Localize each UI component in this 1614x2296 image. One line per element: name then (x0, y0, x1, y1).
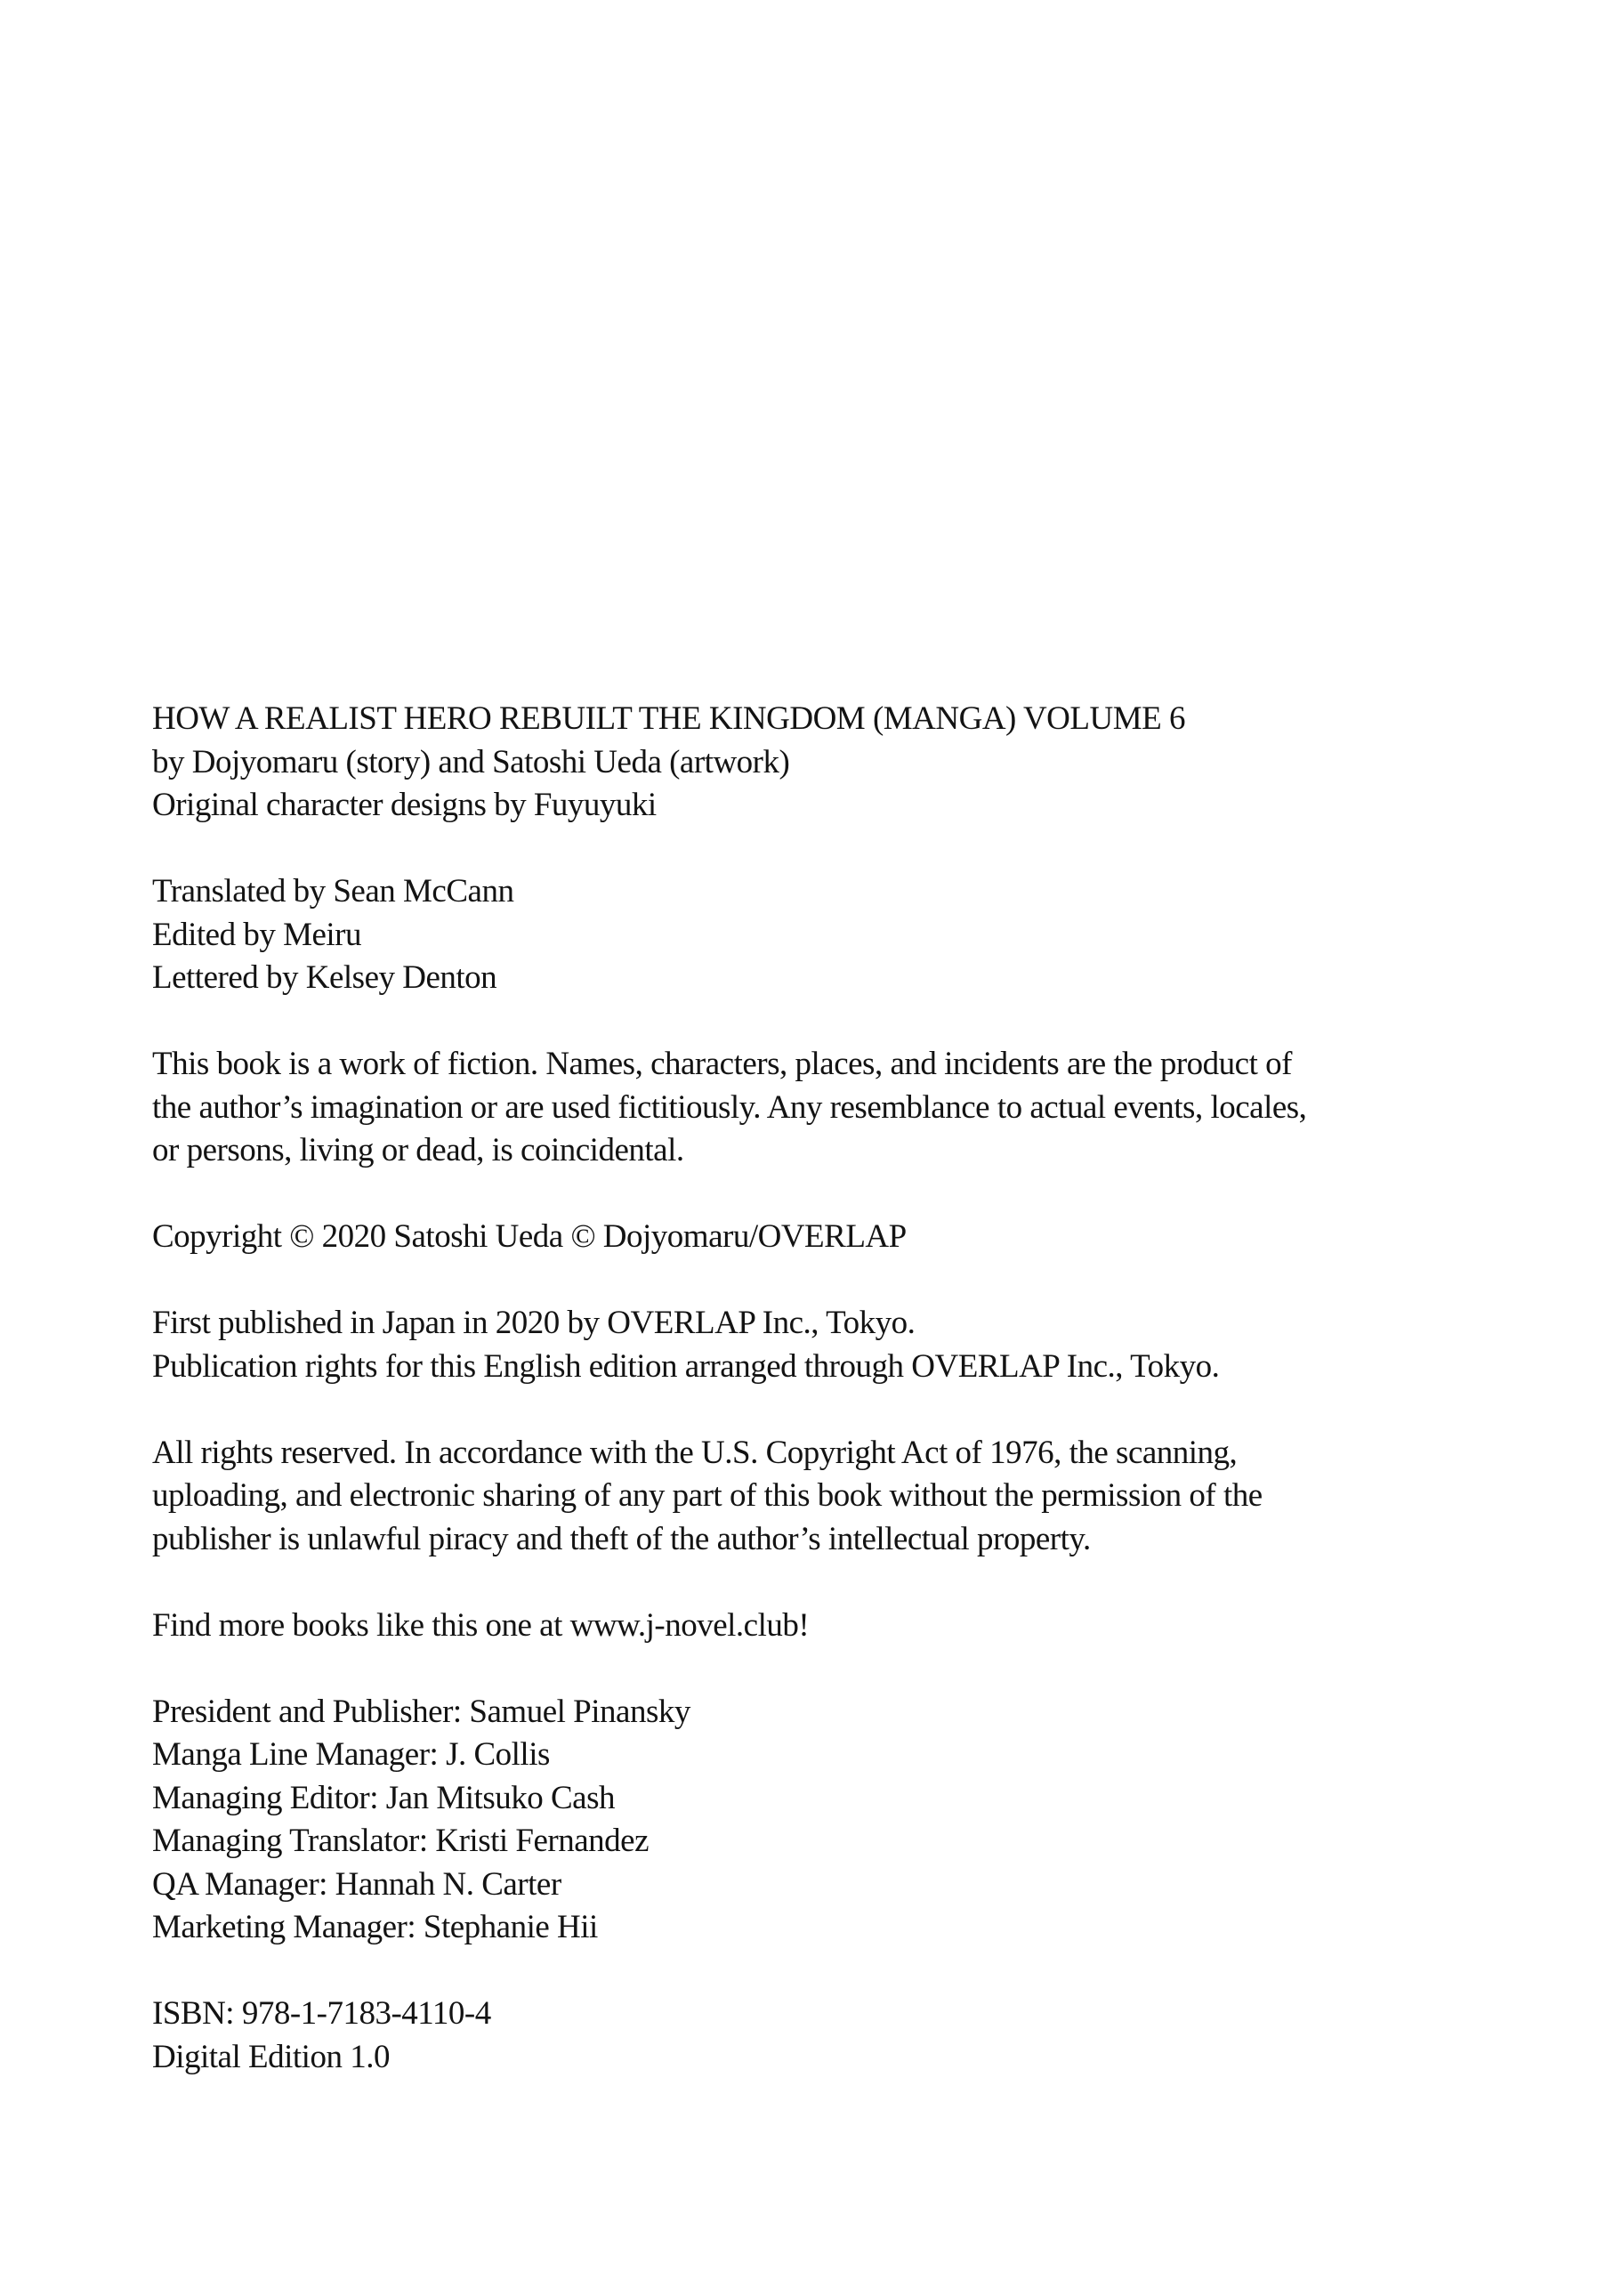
rights-reserved-line-3: publisher is unlawful piracy and theft of the author’s intellectual property. (152, 1520, 1091, 1557)
fiction-disclaimer-line-3: or persons, living or dead, is coincidental. (152, 1132, 684, 1168)
isbn: ISBN: 978-1-7183-4110-4 (152, 1995, 491, 2032)
marketing-manager-credit: Marketing Manager: Stephanie Hii (152, 1909, 598, 1945)
rights-reserved-line-1: All rights reserved. In accordance with the U.S. Copyright Act of 1976, the scanning, (152, 1434, 1238, 1471)
publication-block (152, 1302, 1306, 1388)
publication-rights-line: Publication rights for this English edition arranged through OVERLAP Inc., Tokyo. (152, 1347, 1220, 1385)
copyright-block (152, 1216, 1306, 1259)
fiction-disclaimer-line-1: This book is a work of fiction. Names, characters, places, and incidents are the product of (152, 1046, 1292, 1082)
edition-block (152, 1993, 1306, 2079)
title-block (152, 698, 1306, 828)
editor-credit: Edited by Meiru (152, 916, 362, 953)
managing-translator-credit: Managing Translator: Kristi Fernandez (152, 1823, 649, 1859)
localization-credits-block (152, 870, 1306, 1000)
character-designer-credit: Original character designs by Fuyuyuki (152, 787, 657, 823)
qa-manager-credit: QA Manager: Hannah N. Carter (152, 1865, 561, 1903)
colophon-page (152, 698, 1306, 2079)
manga-line-manager-credit: Manga Line Manager: J. Collis (152, 1736, 550, 1773)
rights-reserved-block (152, 1432, 1306, 1562)
book-title: HOW A REALIST HERO REBUILT THE KINGDOM (MANGA) VOLUME 6 (152, 700, 1185, 737)
president-publisher-credit: President and Publisher: Samuel Pinansky (152, 1693, 690, 1730)
website-promo: Find more books like this one at www.j-novel.club! (152, 1606, 810, 1644)
letterer-credit: Lettered by Kelsey Denton (152, 959, 497, 996)
managing-editor-credit: Managing Editor: Jan Mitsuko Cash (152, 1779, 615, 1816)
translator-credit: Translated by Sean McCann (152, 873, 514, 910)
fiction-disclaimer-block (152, 1043, 1306, 1173)
rights-reserved-line-2: uploading, and electronic sharing of any part of this book without the permission of the (152, 1477, 1263, 1514)
staff-credits-block (152, 1691, 1306, 1950)
copyright-notice: Copyright © 2020 Satoshi Ueda © Dojyomaru/OVERLAP (152, 1218, 907, 1255)
fiction-disclaimer-line-2: the author’s imagination or are used fictitiously. Any resemblance to actual events, locales, (152, 1088, 1307, 1126)
first-published-line: First published in Japan in 2020 by OVERLAP Inc., Tokyo. (152, 1305, 916, 1341)
author-credit: by Dojyomaru (story) and Satoshi Ueda (artwork) (152, 743, 790, 780)
digital-edition-version: Digital Edition 1.0 (152, 2038, 390, 2075)
website-promo-block (152, 1605, 1306, 1648)
